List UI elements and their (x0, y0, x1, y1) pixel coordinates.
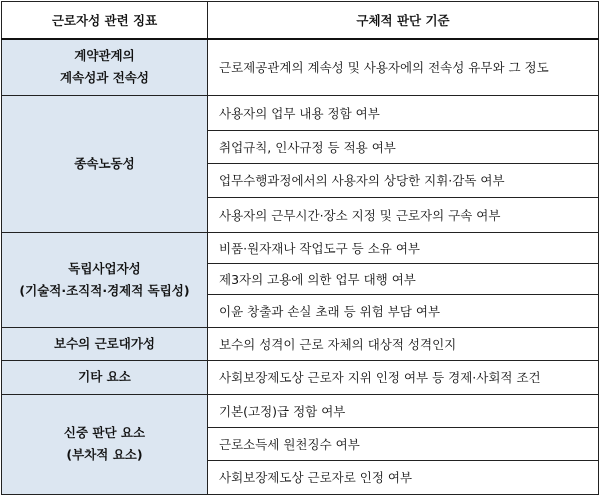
indicator-line: 기타 요소 (78, 369, 131, 384)
criterion-cell: 사용자의 업무 내용 정함 여부 (208, 95, 599, 130)
criterion-cell: 보수의 성격이 근로 자체의 대상적 성격인지 (208, 327, 599, 360)
criterion-cell: 취업규칙, 인사규정 등 적용 여부 (208, 130, 599, 163)
indicator-line: 신중 판단 요소 (63, 425, 146, 440)
indicator-line: 계속성과 전속성 (60, 70, 149, 86)
table-row (2, 39, 599, 95)
indicator-line: (기술적·조직적·경제적 독립성) (19, 282, 190, 298)
indicator-independent-business (2, 232, 208, 327)
indicator-continuity-exclusivity (2, 39, 208, 95)
indicator-subordinate-labor (2, 95, 208, 232)
table-row (2, 95, 599, 130)
indicator-line: 보수의 근로대가성 (54, 335, 155, 351)
header-criteria: 구체적 판단 기준 (208, 2, 599, 40)
table-row (2, 394, 599, 427)
header-indicator: 근로자성 관련 징표 (2, 2, 208, 40)
criterion-cell: 제3자의 고용에 의한 업무 대행 여부 (208, 263, 599, 294)
indicator-other-factors (2, 360, 208, 394)
criterion-cell: 사회보장제도상 근로자로 인정 여부 (208, 460, 599, 494)
indicator-line: 독립사업자성 (68, 260, 141, 276)
criterion-cell: 업무수행과정에서의 사용자의 상당한 지휘·감독 여부 (208, 163, 599, 197)
table-row (2, 360, 599, 394)
criterion-cell: 사회보장제도상 근로자 지위 인정 여부 등 경제·사회적 조건 (208, 360, 599, 394)
criterion-cell: 근로소득세 원천징수 여부 (208, 427, 599, 460)
indicator-line: 계약관계의 (74, 48, 135, 64)
indicator-remuneration (2, 327, 208, 360)
table-row (2, 232, 599, 263)
criterion-cell: 근로제공관계의 계속성 및 사용자에의 전속성 유무와 그 정도 (208, 39, 599, 95)
indicator-line: 종속노동성 (74, 155, 135, 171)
indicator-line: (부차적 요소) (66, 447, 143, 462)
indicator-careful-judgment (2, 394, 208, 494)
criterion-cell: 이윤 창출과 손실 초래 등 위험 부담 여부 (208, 294, 599, 327)
table-header-row (2, 2, 599, 40)
worker-status-criteria-table (1, 1, 599, 495)
table-row (2, 327, 599, 360)
criterion-cell: 비품·원자재나 작업도구 등 소유 여부 (208, 232, 599, 263)
criteria-table-container (1, 1, 598, 495)
criterion-cell: 기본(고정)급 정함 여부 (208, 394, 599, 427)
criterion-cell: 사용자의 근무시간·장소 지정 및 근로자의 구속 여부 (208, 197, 599, 232)
